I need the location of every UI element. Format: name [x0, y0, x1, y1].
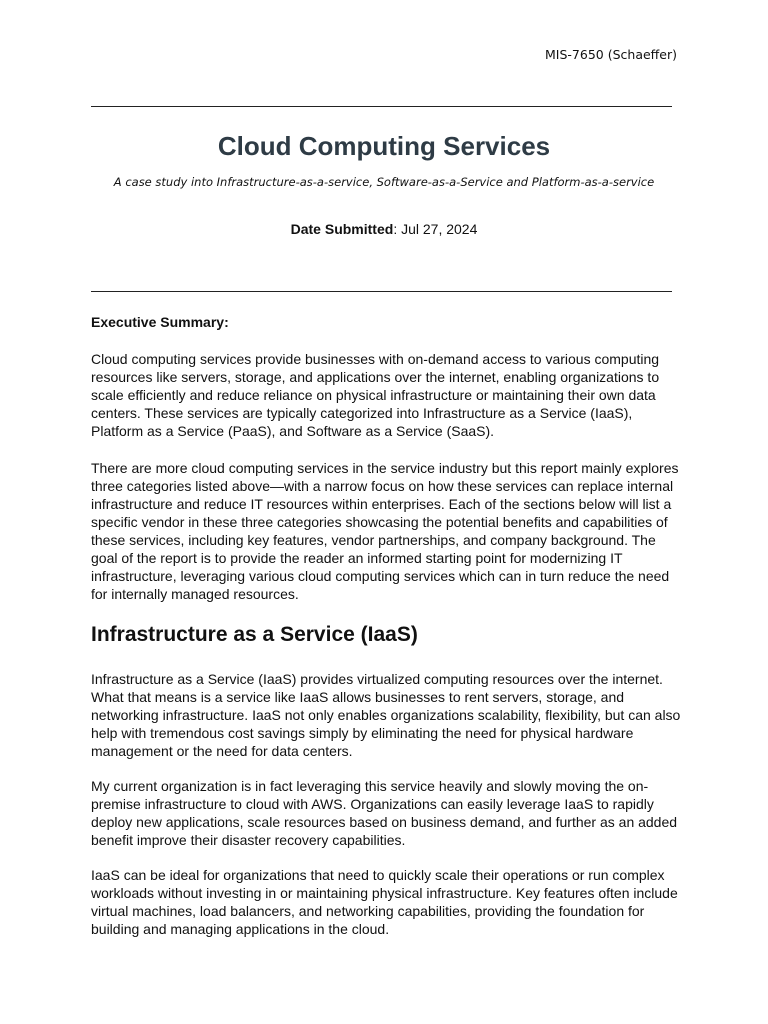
- bottom-divider: [91, 291, 672, 292]
- page-title: Cloud Computing Services: [217, 131, 551, 161]
- document-body: [91, 313, 681, 955]
- top-divider: [91, 106, 672, 107]
- executive-summary-paragraph-1: Cloud computing services provide businesses with on-demand access to various computing resources like servers, storage, and applications over the internet, enabling organizations to scale efficiently and reduce reliance on physical infrastructure or maintaining their own data centers. These services are typically categorized into Infrastructure as a Service (IaaS), Platform as a Service (PaaS), and Software as a Service (SaaS).: [91, 351, 660, 439]
- course-header: MIS-7650 (Schaeffer): [545, 47, 677, 62]
- iaas-heading: Infrastructure as a Service (IaaS): [91, 623, 418, 646]
- date-submitted: [0, 221, 768, 237]
- executive-summary-heading: Executive Summary:: [91, 314, 229, 330]
- executive-summary-paragraph-2: There are more cloud computing services in the service industry but this report mainly explores three categories listed above—with a narrow focus on how these services can replace internal infrastructure and reduce IT resources within enterprises. Each of the sections below will list a specific vendor in these three categories showcasing the potential benefits and capabilities of these services, including key features, vendor partnerships, and company background. The goal of the report is to provide the reader an informed starting point for modernizing IT infrastructure, leveraging various cloud computing services which can in turn reduce the need for internally managed resources.: [91, 460, 679, 602]
- page-subtitle: A case study into Infrastructure-as-a-service, Software-as-a-Service and Platform-as-a-service: [113, 175, 655, 189]
- date-value: : Jul 27, 2024: [393, 221, 478, 237]
- iaas-paragraph-1: Infrastructure as a Service (IaaS) provides virtualized computing resources over the internet. What that means is a service like IaaS allows businesses to rent servers, storage, and networking infrastructure. IaaS not only enables organizations scalability, flexibility, but can also help with tremendous cost savings simply by eliminating the need for physical hardware management or the need for data centers.: [91, 671, 681, 759]
- date-label: Date Submitted: [290, 221, 394, 237]
- iaas-paragraph-3: IaaS can be ideal for organizations that need to quickly scale their operations or run complex workloads without investing in or maintaining physical infrastructure. Key features often include virtual machines, load balancers, and networking capabilities, providing the foundation for building and managing applications in the cloud.: [91, 867, 678, 937]
- iaas-paragraph-2: My current organization is in fact leveraging this service heavily and slowly moving the on-premise infrastructure to cloud with AWS. Organizations can easily leverage IaaS to rapidly deploy new applications, scale resources based on business demand, and further as an added benefit improve their disaster recovery capabilities.: [91, 778, 678, 848]
